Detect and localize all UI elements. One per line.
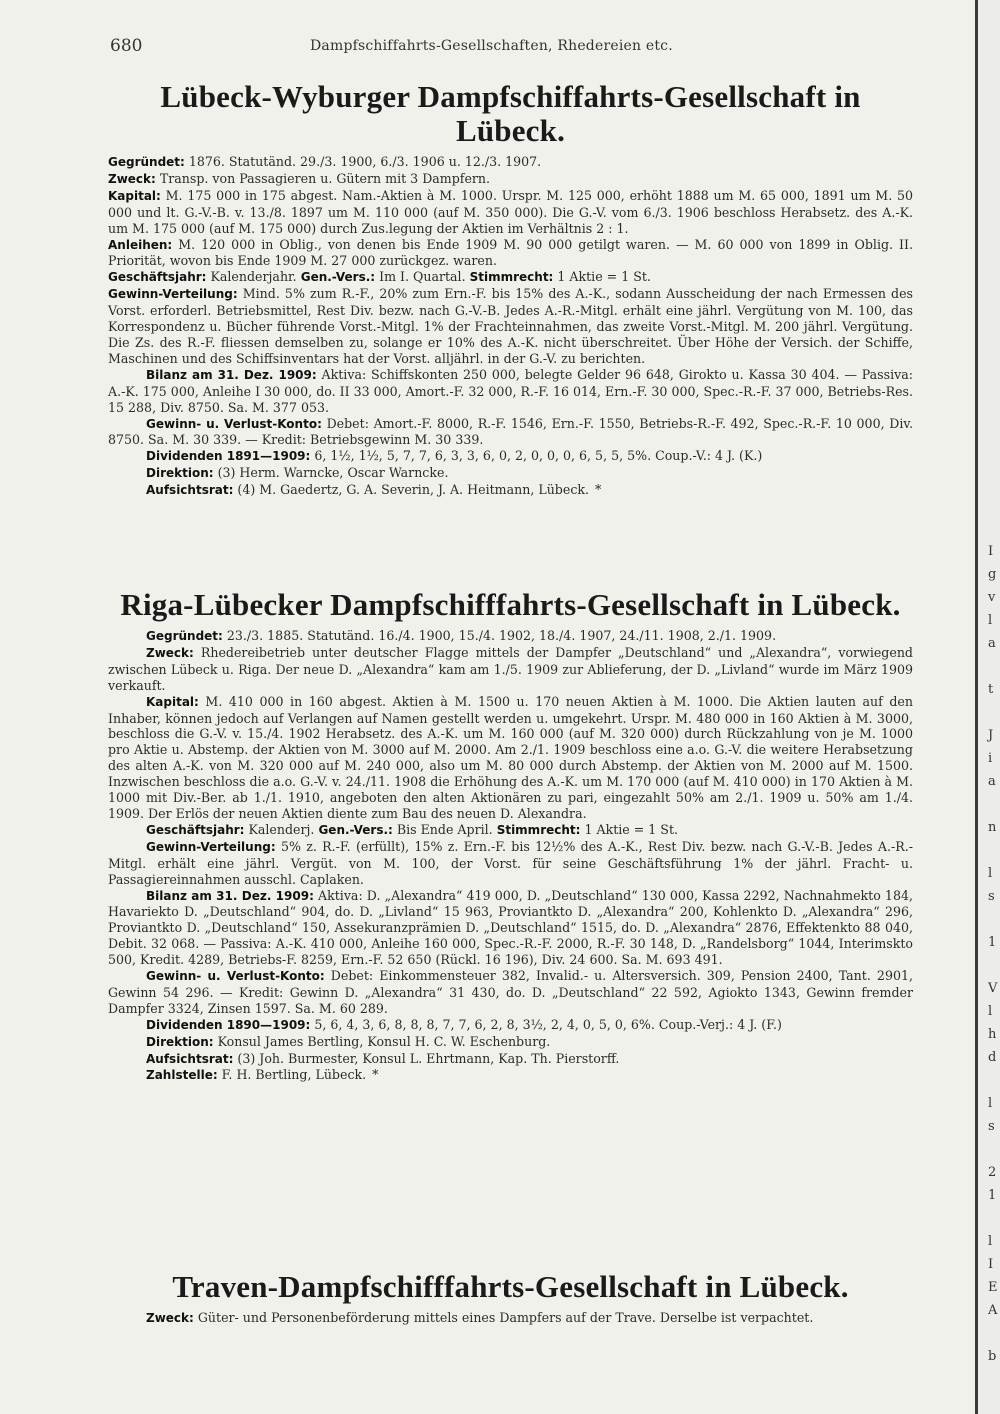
margin-letter: A [988, 1303, 998, 1318]
entry-gewinn-verteilung: Gewinn-Verteilung: Mind. 5% zum R.-F., 20% zum Ern.-F. bis 15% des A.-K., sodann Ausscheidung der nach Ermessen des Vorst. erforderl. Betriebsmittel, Rest Div. bezw. nach G.-V.-B. Jedes A.-R.-Mitgl. erhält eine jährl. Vergütung von M. 100, das Korrespondenz u. Bücher führende Vorst.-Mitgl. 1% der Frachteinnahmen, das zweite Vorst.-Mitgl. M. 200 jährl. Vergütung. Die Zs. des R.-F. fliessen demselben zu, solange er 10% des A.-K. nicht überschreitet. Über Höhe der Versich. der Schiffe, Maschinen und des Schiffsinventars hat der Vorst. alljährl. in der G.-V. zu berichten. [108, 286, 913, 366]
asterisk-mark: * [595, 482, 602, 498]
entry-zweck: Zweck: Güter- und Personenbeförderung mittels eines Dampfers auf der Trave. Derselbe ist verpachtet. [146, 1310, 814, 1325]
entry-gewinn-verlust: Gewinn- u. Verlust-Konto: Debet: Einkommensteuer 382, Invalid.- u. Altersversich. 309, Pension 2400, Tant. 2901, Gewinn 54 296. — Kredit: Gewinn D. „Alexandra“ 31 430, do. D. „Deutschland“ 22 592, Agiokto 1343, Gewinn fremder Dampfer 3324, Zinsen 1597. Sa. M. 60 289. [108, 968, 913, 1016]
asterisk-mark: * [372, 1067, 379, 1083]
margin-letter: l [988, 1004, 993, 1019]
margin-letter: b [988, 1349, 997, 1364]
entry-gewinn-verlust: Gewinn- u. Verlust-Konto: Debet: Amort.-F. 8000, R.-F. 1546, Ern.-F. 1550, Betriebs-R.-F. 492, Spec.-R.-F. 10 000, Div. 8750. Sa. M. 30 339. — Kredit: Betriebsgewinn M. 30 339. [108, 415, 913, 448]
margin-letter: J [988, 728, 994, 743]
margin-letter: l [988, 1234, 993, 1249]
entry-zahlstelle: Zahlstelle: F. H. Bertling, Lübeck. * [146, 1067, 379, 1083]
section-luebeck-wyburger [108, 80, 913, 499]
entry-gewinn-verteilung: Gewinn-Verteilung: 5% z. R.-F. (erfüllt), 15% z. Ern.-F. bis 12½% des A.-K., Rest Div. bezw. nach G.-V.-B. Jedes A.-R.-Mitgl. erhält eine jährl. Vergüt. von M. 100, der Vorst. für seine Geschäftsführung 1% der jährl. Fracht- u. Passagiereinnahmen ausschl. Caplaken. [108, 838, 913, 887]
entry-geschaeftsjahr: Geschäftsjahr: Kalenderj. Gen.-Vers.: Bis Ende April. Stimmrecht: 1 Aktie = 1 St. [146, 821, 679, 837]
section-riga-luebecker [108, 588, 913, 1084]
margin-letter: 1 [988, 935, 997, 950]
margin-letter: h [988, 1027, 997, 1042]
page-number: 680 [110, 36, 143, 56]
company-title: Lübeck-Wyburger Dampfschiffahrts-Gesellschaft in Lübeck. [160, 79, 861, 148]
margin-letter: I [988, 1257, 994, 1272]
entry-gegruendet: Gegründet: 23./3. 1885. Statutänd. 16./4. 1900, 15./4. 1902, 18./4. 1907, 24./11. 1908, 2./1. 1909. [146, 628, 777, 643]
margin-letter: l [988, 1096, 993, 1111]
section-traven [108, 1270, 913, 1327]
margin-letter: d [988, 1050, 997, 1065]
entry-gegruendet: Gegründet: 1876. Statutänd. 29./3. 1900, 6./3. 1906 u. 12./3. 1907. [108, 154, 542, 169]
entry-aufsichtsrat: Aufsichtsrat: (4) M. Gaedertz, G. A. Severin, J. A. Heitmann, Lübeck. * [146, 482, 602, 498]
margin-letter: V [988, 981, 998, 996]
margin-letter: s [988, 889, 995, 904]
entry-zweck: Zweck: Transp. von Passagieren u. Gütern mit 3 Dampfern. [108, 170, 491, 186]
margin-letter: n [988, 820, 997, 835]
margin-letter: s [988, 1119, 995, 1134]
entry-dividenden: Dividenden 1891—1909: 6, 1½, 1½, 5, 7, 7, 6, 3, 3, 6, 0, 2, 0, 0, 0, 6, 5, 5, 5%. Coup.-V.: 4 J. (K.) [146, 448, 763, 464]
entry-anleihen: Anleihen: M. 120 000 in Oblig., von denen bis Ende 1909 M. 90 000 getilgt waren. — M. 60 000 von 1899 in Oblig. II. Priorität, wovon bis Ende 1909 M. 27 000 zurückgez. waren. [108, 236, 913, 269]
margin-letter: i [988, 751, 993, 766]
entry-zweck: Zweck: Rhedereibetrieb unter deutscher Flagge mittels der Dampfer „Deutschland“ und „Alexandra“, vorwiegend zwischen Lübeck u. Riga. Der neue D. „Alexandra“ kam am 1./5. 1909 zur Ablieferung, der D. „Livland“ wurde im März 1909 verkauft. [108, 644, 913, 693]
company-title: Riga-Lübecker Dampfschifffahrts-Gesellschaft in Lübeck. [120, 587, 901, 622]
margin-letter: l [988, 866, 993, 881]
entry-bilanz: Bilanz am 31. Dez. 1909: Aktiva: Schiffskonten 250 000, belegte Gelder 96 648, Girokto u. Kassa 30 404. — Passiva: A.-K. 175 000, Anleihe I 30 000, do. II 33 000, Amort.-F. 32 000, R.-F. 16 014, Ern.-F. 30 000, Spec.-R.-F. 37 000, Betriebs-Res. 15 288, Div. 8750. Sa. M. 377 053. [108, 366, 913, 415]
margin-letter: 2 [988, 1165, 997, 1180]
margin-letter: a [988, 774, 996, 789]
company-title: Traven-Dampfschifffahrts-Gesellschaft in Lübeck. [172, 1269, 849, 1304]
entry-dividenden: Dividenden 1890—1909: 5, 6, 4, 3, 6, 8, 8, 8, 7, 7, 6, 2, 8, 3½, 2, 4, 0, 5, 0, 6%. Coup.-Verj.: 4 J. (F.) [146, 1016, 782, 1032]
margin-letter: 1 [988, 1188, 997, 1203]
entry-direktion: Direktion: (3) Herm. Warncke, Oscar Warncke. [146, 465, 449, 481]
margin-letter: t [988, 682, 994, 697]
margin-letter: v [988, 590, 996, 605]
entry-aufsichtsrat: Aufsichtsrat: (3) Joh. Burmester, Konsul L. Ehrtmann, Kap. Th. Pierstorff. [146, 1050, 620, 1066]
margin-letter: l [988, 613, 993, 628]
margin-letter: g [988, 567, 997, 582]
entry-kapital: Kapital: M. 410 000 in 160 abgest. Aktien à M. 1500 u. 170 neuen Aktien à M. 1000. Die Aktien lauten auf den Inhaber, können jedoch auf Verlangen auf Namen gestellt werden u. umgekehrt. Urspr. M. 480 000 in 160 Aktien à M. 3000, beschloss die G.-V. v. 15./4. 1902 Herabsetz. des A.-K. um M. 160 000 (auf M. 320 000) durch Rückzahlung von je M. 1000 pro Aktie u. Abstemp. der Aktien von M. 3000 auf M. 2000. Am 2./1. 1909 beschloss eine a.o. G.-V. die weitere Herabsetzung des alten A.-K. von M. 320 000 auf M. 240 000, also um M. 80 000 durch Abstemp. der Aktien von M. 2000 auf M. 1500. Inzwischen beschloss die a.o. G.-V. v. 24./11. 1908 die Erhöhung des A.-K. um M. 170 000 (auf M. 410 000) in 170 Aktien à M. 1000 mit Div.-Ber. ab 1./1. 1910, angeboten den alten Aktionären zu pari, eingezahlt 50% am 2./1. 1909 u. 50% am 1./4. 1909. Der Erlös der neuen Aktien diente zum Bau des neuen D. Alexandra. [108, 693, 913, 821]
running-title: Dampfschiffahrts-Gesellschaften, Rhedereien etc. [310, 38, 673, 54]
page-header [110, 36, 910, 58]
margin-letter: a [988, 636, 996, 651]
entry-direktion: Direktion: Konsul James Bertling, Konsul H. C. W. Eschenburg. [146, 1033, 551, 1049]
entry-kapital: Kapital: M. 175 000 in 175 abgest. Nam.-Aktien à M. 1000. Urspr. M. 125 000, erhöht 1888 um M. 65 000, 1891 um M. 50 000 und lt. G.-V.-B. v. 13./8. 1897 um M. 110 000 (auf M. 350 000). Die G.-V. vom 6./3. 1906 beschloss Herabsetz. des A.-K. um M. 175 000 (auf M. 175 000) durch Zus.legung der Aktien im Verhältnis 2 : 1. [108, 187, 913, 236]
margin-letter: I [988, 544, 994, 559]
entry-geschaeftsjahr: Geschäftsjahr: Kalenderjahr. Gen.-Vers.: Im I. Quartal. Stimmrecht: 1 Aktie = 1 St. [108, 269, 651, 285]
margin-letter: E [988, 1280, 998, 1295]
entry-bilanz: Bilanz am 31. Dez. 1909: Aktiva: D. „Alexandra“ 419 000, D. „Deutschland“ 130 000, Kassa 2292, Nachnahmekto 184, Havariekto D. „Deutschland“ 904, do. D. „Livland“ 15 963, Proviantkto D. „Alexandra“ 200, Kohlenkto D. „Alexandra“ 296, Proviantkto D. „Deutschland“ 150, Assekuranzprämien D. „Deutschland“ 1515, do. D. „Alexandra“ 2876, Effektenkto 88 040, Debit. 32 068. — Passiva: A.-K. 410 000, Anleihe 160 000, Spec.-R.-F. 2000, R.-F. 30 148, D. „Randelsborg“ 1044, Interimskto 500, Kredit. 4289, Betriebs-F. 8259, Ern.-F. 52 650 (Rückl. 16 196), Div. 24 600. Sa. M. 693 491. [108, 887, 913, 968]
